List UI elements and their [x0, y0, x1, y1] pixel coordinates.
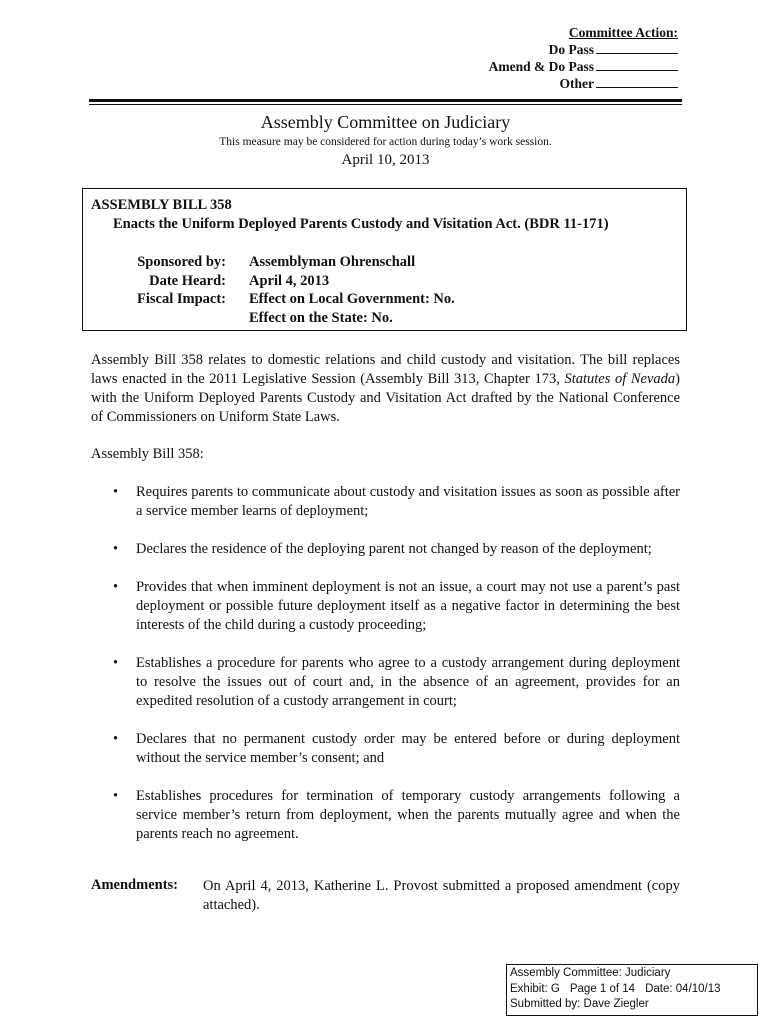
date-heard-label: Date Heard:	[149, 273, 226, 289]
exhibit-page: Page 1 of 14	[569, 982, 636, 995]
fiscal-impact-label: Fiscal Impact:	[137, 291, 226, 307]
bill-info-box	[82, 188, 687, 331]
committee-action-block	[418, 24, 678, 92]
bullet-icon: •	[113, 579, 119, 595]
bullet-icon: •	[113, 541, 119, 557]
sponsor: Assemblyman Ohrenschall	[249, 254, 416, 270]
action-other: Other	[418, 75, 678, 92]
bullet-icon: •	[113, 655, 119, 671]
summary-paragraph: Assembly Bill 358 relates to domestic relations and child custody and visitation. The bill replaces laws enacted in the 2011 Legislative Session (Assembly Bill 313, Chapter 173, Statutes of Nevada) with the Uniform Deployed Parents Custody and Visitation Act drafted by the National Conference of Commissioners on Uniform State Laws.	[91, 352, 680, 425]
exhibit-committee: Assembly Committee: Judiciary	[510, 967, 671, 979]
meeting-date: April 10, 2013	[341, 152, 430, 168]
date-heard: April 4, 2013	[249, 273, 330, 289]
bullet-icon: •	[113, 484, 119, 500]
exhibit-submitter: Submitted by: Dave Ziegler	[510, 998, 649, 1010]
list-item: • Requires parents to communicate about custody and visitation issues as soon as possible after a service member learns of deployment;	[113, 484, 680, 519]
exhibit-stamp	[506, 964, 758, 1016]
bill-description: Enacts the Uniform Deployed Parents Custody and Visitation Act. (BDR 11-171)	[113, 216, 609, 232]
sponsored-by-label: Sponsored by:	[137, 254, 226, 270]
bill-intro: Assembly Bill 358:	[91, 446, 204, 462]
committee-action-title: Committee Action:	[568, 25, 678, 40]
header-rule-thin	[89, 104, 682, 105]
amendments-label: Amendments:	[91, 877, 178, 893]
other-blank	[596, 76, 678, 88]
list-item: • Establishes procedures for termination of temporary custody arrangements following a service member’s return from deployment, when the parents mutually agree and when the parents reach no agreement.	[113, 788, 680, 842]
do-pass-blank	[596, 42, 678, 54]
header-rule-thick	[89, 99, 682, 102]
exhibit-details	[510, 982, 754, 998]
fiscal-state: Effect on the State: No.	[249, 310, 393, 326]
list-item: • Provides that when imminent deployment is not an issue, a court may not use a parent’s past deployment or possible future deployment itself as a negative factor in determining the best interests of the child during a custody proceeding;	[113, 579, 680, 633]
bill-number: ASSEMBLY BILL 358	[91, 197, 232, 213]
committee-title: Assembly Committee on Judiciary	[260, 112, 511, 132]
amend-do-pass-blank	[596, 59, 678, 71]
bullet-icon: •	[113, 788, 119, 804]
fiscal-local: Effect on Local Government: No.	[249, 291, 455, 307]
list-item: • Declares the residence of the deploying parent not changed by reason of the deployment;	[113, 541, 652, 557]
exhibit-letter: Exhibit: G	[510, 982, 560, 995]
bullet-icon: •	[113, 731, 119, 747]
amendments-text: On April 4, 2013, Katherine L. Provost submitted a proposed amendment (copy attached).	[203, 878, 680, 913]
list-item: • Establishes a procedure for parents who agree to a custody arrangement during deployment to resolve the issues out of court and, in the absence of an agreement, provides for an expedited resolution of a custody arrangement in court;	[113, 655, 680, 709]
exhibit-date: Date: 04/10/13	[645, 982, 721, 995]
action-do-pass: Do Pass	[418, 41, 678, 58]
action-amend-do-pass: Amend & Do Pass	[418, 58, 678, 75]
list-item: • Declares that no permanent custody order may be entered before or during deployment without the service member’s consent; and	[113, 731, 680, 766]
work-session-notice: This measure may be considered for action during today’s work session.	[219, 136, 552, 148]
statutes-citation: Statutes of Nevada	[564, 371, 676, 387]
provisions-list	[113, 483, 680, 863]
